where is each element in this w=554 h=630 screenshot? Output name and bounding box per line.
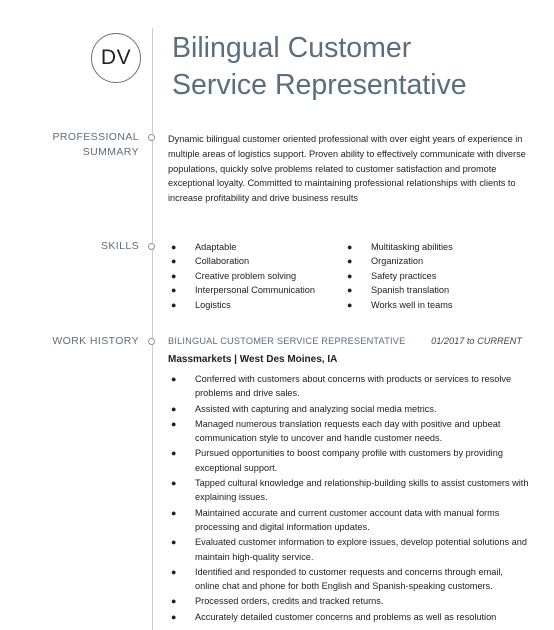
timeline-node-summary: [148, 134, 155, 141]
bullet-icon: ●: [347, 270, 353, 281]
summary-text: Dynamic bilingual customer oriented professional with over eight years of experience in multiple areas of logistics support. Proven ability to effectively communicate with diverse populations, quickly solve problems related to customer satisfaction and promote exceptional loyalty. Committed to maintaining professional relationships with clients to increase profitability and drive business results: [168, 134, 526, 204]
list-item: ● Accurately detailed customer concerns and problems as well as resolution: [168, 610, 530, 624]
bullet-icon: ●: [171, 403, 177, 414]
section-label-skills: SKILLS: [100, 240, 139, 252]
timeline-line: [152, 28, 153, 630]
bullet-icon: ●: [171, 374, 177, 384]
bullet-icon: ●: [171, 611, 177, 622]
list-item: ● Processed orders, credits and tracked returns.: [168, 594, 530, 608]
timeline-node-skills: [148, 243, 155, 250]
page-title: [172, 30, 544, 104]
monogram-initials: DV: [100, 46, 132, 69]
skill-item: ● Works well in teams: [344, 298, 453, 312]
skill-item: ● Creative problem solving: [168, 269, 315, 283]
skill-item: ● Interpersonal Communication: [168, 283, 315, 297]
list-item: ● Pursued opportunities to boost company profile with customers by providing exceptional support.: [171, 448, 503, 473]
list-item: ● Managed numerous translation requests each day with positive and upbeat communication style to uncover and handle customer needs.: [171, 418, 501, 444]
timeline-node-work: [148, 338, 155, 345]
bullet-icon: ●: [347, 285, 353, 296]
skill-item: ● Collaboration: [168, 254, 315, 268]
section-label-line-2: SUMMARY: [82, 146, 139, 158]
list-item: ● Evaluated customer information to explore issues, develop potential solutions and maintain high-quality service.: [171, 537, 527, 562]
list-item: ● Tapped cultural knowledge and relationship-building skills to assist customers with explaining issues.: [171, 478, 529, 503]
skill-item: ● Adaptable: [168, 240, 315, 254]
section-label-professional-summary: [53, 130, 140, 160]
title-line-2: Service Representative: [172, 69, 467, 101]
bullet-icon: ●: [171, 299, 177, 310]
monogram-avatar: [91, 33, 141, 83]
list-item: ● Conferred with customers about concerns with products or services to resolve problems and drive sales.: [171, 374, 512, 399]
bullet-icon: ●: [171, 285, 177, 296]
bullet-icon: ●: [171, 507, 177, 518]
skill-item: ● Multitasking abilities: [344, 240, 453, 254]
job-title: BILINGUAL CUSTOMER SERVICE REPRESENTATIVE: [168, 336, 406, 346]
list-item: ● Assisted with capturing and analyzing social media metrics.: [168, 402, 530, 416]
bullet-icon: ●: [347, 256, 353, 267]
bullet-icon: ●: [171, 418, 177, 429]
bullet-icon: ●: [171, 270, 177, 281]
bullet-icon: ●: [347, 299, 353, 310]
skill-item: ● Logistics: [168, 298, 315, 312]
list-item: ● Identified and responded to customer requests and concerns through email, online chat and phone for both English and Spanish-speaking customers.: [171, 566, 503, 592]
bullet-icon: ●: [171, 242, 177, 252]
skills-list-right: [344, 240, 453, 312]
job-dates: 01/2017 to CURRENT: [431, 336, 522, 346]
bullet-icon: ●: [171, 256, 177, 267]
job-duties-list: [168, 372, 530, 625]
bullet-icon: ●: [171, 596, 177, 607]
skills-list-left: [168, 240, 315, 312]
list-item: ● Maintained accurate and current customer account data with manual forms processing and digital information updates.: [171, 507, 500, 533]
skill-item: ● Safety practices: [344, 269, 453, 283]
skill-item: ● Spanish translation: [344, 283, 453, 297]
job-company: Massmarkets | West Des Moines, IA: [168, 354, 338, 365]
skill-item: ● Organization: [344, 254, 453, 268]
bullet-icon: ●: [171, 448, 177, 459]
section-label-work-history: WORK HISTORY: [52, 335, 139, 347]
bullet-icon: ●: [171, 478, 177, 489]
bullet-icon: ●: [171, 566, 177, 577]
title-line-1: Bilingual Customer: [172, 32, 412, 64]
bullet-icon: ●: [171, 537, 177, 548]
bullet-icon: ●: [347, 242, 353, 252]
section-label-line-1: PROFESSIONAL: [52, 131, 139, 143]
